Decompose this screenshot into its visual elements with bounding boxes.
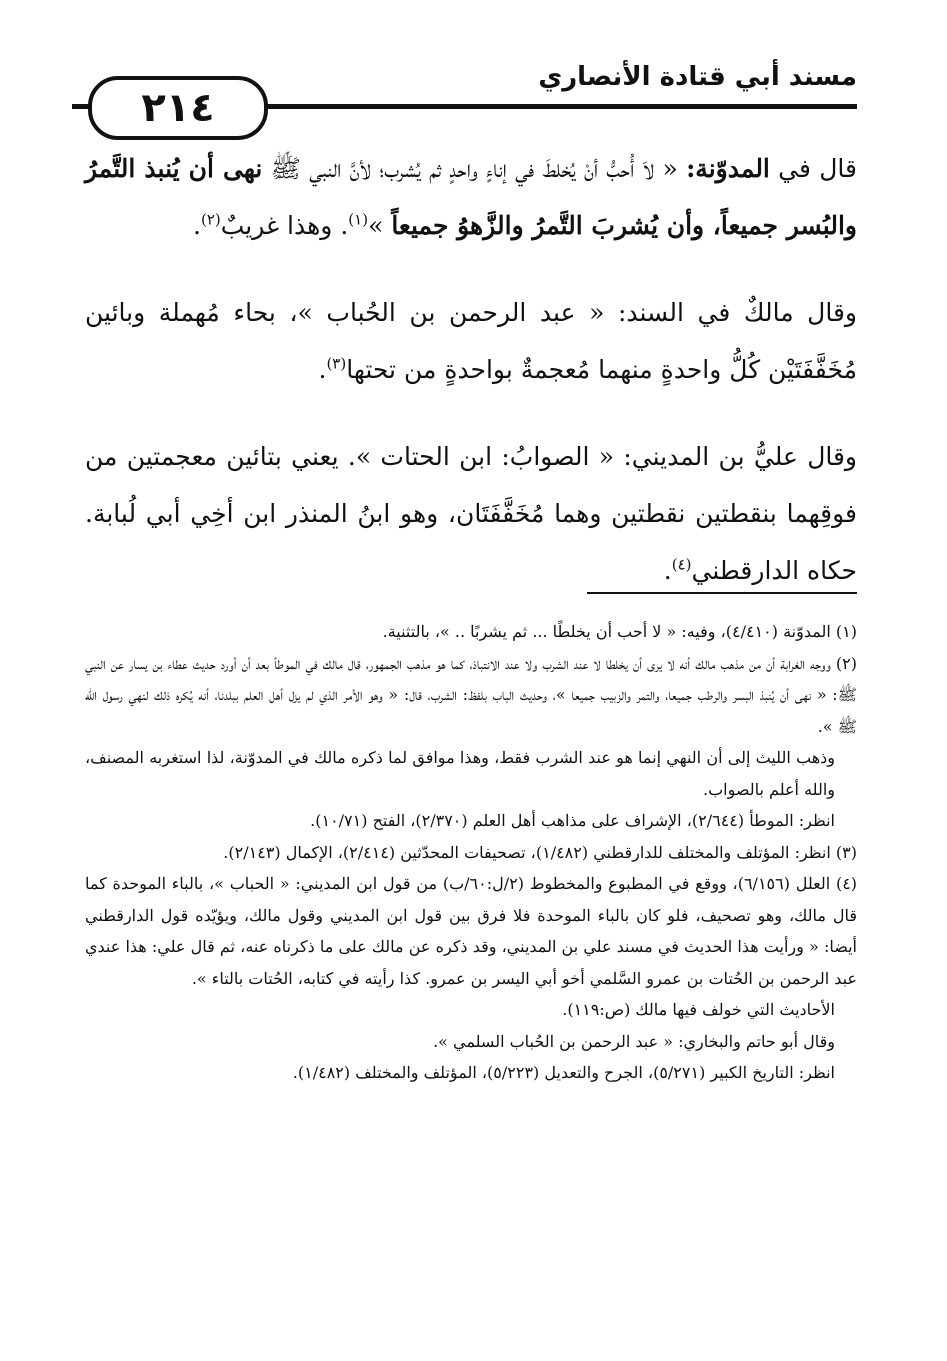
p1-lead: قال في xyxy=(769,154,857,183)
footnote-item: (٢) ووجه الغرابة أن من مذهب مالك أنه لا يرى أن يخلطا لا عند الشرب ولا عند الانتباذ، كما هو مذهب الجمهور، قال مالك في الموطأ بعد أن أورد حديث عطاء بن يسار عن النبي ﷺ: « نهى أن يُنبذ البسر والرطب جميعا، والتمر والزبيب جميعا »، وحديث الباب بلفظ: الشرب، قال: « وهو الأمر الذي لم يزل أهل العلم ببلدنا، أنه يُكره ذلك لنهي رسول الله ﷺ ». xyxy=(85,653,857,736)
p3-end: . xyxy=(663,556,672,585)
p1-quote: « لاَ أُحبُّ أنْ يُخلطَ في إناءٍ واحدٍ ثم يُشرب؛ لأنَّ النبي ﷺ xyxy=(262,154,687,183)
p1-end: . xyxy=(193,211,201,240)
page-number: ٢١٤ xyxy=(88,76,268,140)
footnote-divider xyxy=(587,592,857,594)
footnote-ref-3[interactable]: (٣) xyxy=(326,354,347,373)
footnote-item: وذهب الليث إلى أن النهي إنما هو عند الشرب فقط، وهذا موافق لما ذكره مالك في المدوّنة، لذا استغربه المصنف، والله أعلم بالصواب. xyxy=(85,748,835,799)
footnote-item: انظر: التاريخ الكبير (٥/٢٧١)، الجرح والتعديل (٥/٢٢٣)، المؤتلف والمختلف (١/٤٨٢). xyxy=(292,1063,835,1082)
paragraph-1 xyxy=(85,140,857,254)
paragraph-2 xyxy=(85,284,857,398)
main-text xyxy=(85,140,857,629)
paragraph-3 xyxy=(85,428,857,599)
footnote-item: (٣) انظر: المؤتلف والمختلف للدارقطني (١/٤٨٢)، تصحيفات المحدّثين (٢/٤١٤)، الإكمال (٢/١٤٣). xyxy=(223,842,857,862)
footnote-ref-4[interactable]: (٤) xyxy=(671,555,692,574)
p1-bold-quote: نهى أن يُنبذ التَّمرُ والبُسر جميعاً، وأن يُشربَ التَّمرُ والزَّهوُ جميعاً xyxy=(85,154,857,240)
footnote-item: (٤) العلل (٦/١٥٦)، ووقع في المطبوع والمخطوط (٢/ل:٦٠/ب) من قول ابن المديني: « الحباب »، بالباء الموحدة كما قال مالك، وهو تصحيف، فلو كان بالباء الموحدة فلا فرق بين قول ابن المديني وقول مالك، ويؤيّده قول الدارقطني أيضا: « ورأيت هذا الحديث في مسند علي بن المديني، وقد ذكره عن مالك على ما ذكرناه عنه، ثم قال علي: هذا عندي عبد الرحمن بن الحُتات بن عمرو السَّلمي أخو أبي اليسر بن عمرو. كذا رأيته في كتابه، الحُتات بالتاء ». xyxy=(85,874,858,988)
footnotes xyxy=(85,616,857,1089)
footnote-item: (١) المدوّنة (٤/٤١٠)، وفيه: « لا أحب أن يخلطًا ... ثم يشربًا .. »، بالتثنية. xyxy=(382,622,857,641)
p3-text: وقال عليُّ بن المديني: « الصوابُ: ابن الحتات ». يعني بتائين معجمتين من فوقِهما بنقطتين نقطتين وهما مُخَفَّفَتَان، وهو ابنُ المنذر ابن أخِي أبي لُبابة. حكاه الدارقطني xyxy=(85,442,857,585)
footnote-ref-2[interactable]: (٢) xyxy=(200,210,221,229)
p2-end: . xyxy=(318,355,327,384)
footnote-ref-1[interactable]: (١) xyxy=(348,210,369,229)
p1-quote-close: » xyxy=(368,211,392,240)
p2-text: وقال مالكٌ في السند: « عبد الرحمن بن الحُباب »، بحاء مُهملة وبائين مُخَفَّفَتَيْن كُلُّ واحدةٍ منهما مُعجمةٌ بواحدةٍ من تحتها xyxy=(85,298,857,384)
footnote-item: وقال أبو حاتم والبخاري: « عبد الرحمن بن الحُباب السلمي ». xyxy=(433,1031,835,1051)
footnote-item: الأحاديث التي خولف فيها مالك (ص:١١٩). xyxy=(562,1000,835,1019)
footnote-item: انظر: الموطأ (٢/٦٤٤)، الإشراف على مذاهب أهل العلم (٢/٣٧٠)، الفتح (١٠/٧١). xyxy=(310,811,835,830)
running-header-title: مسند أبي قتادة الأنصاري xyxy=(538,62,857,92)
p1-after: . وهذا غريبٌ xyxy=(220,211,349,240)
p1-source-ref: المدوّنة: xyxy=(686,154,770,183)
